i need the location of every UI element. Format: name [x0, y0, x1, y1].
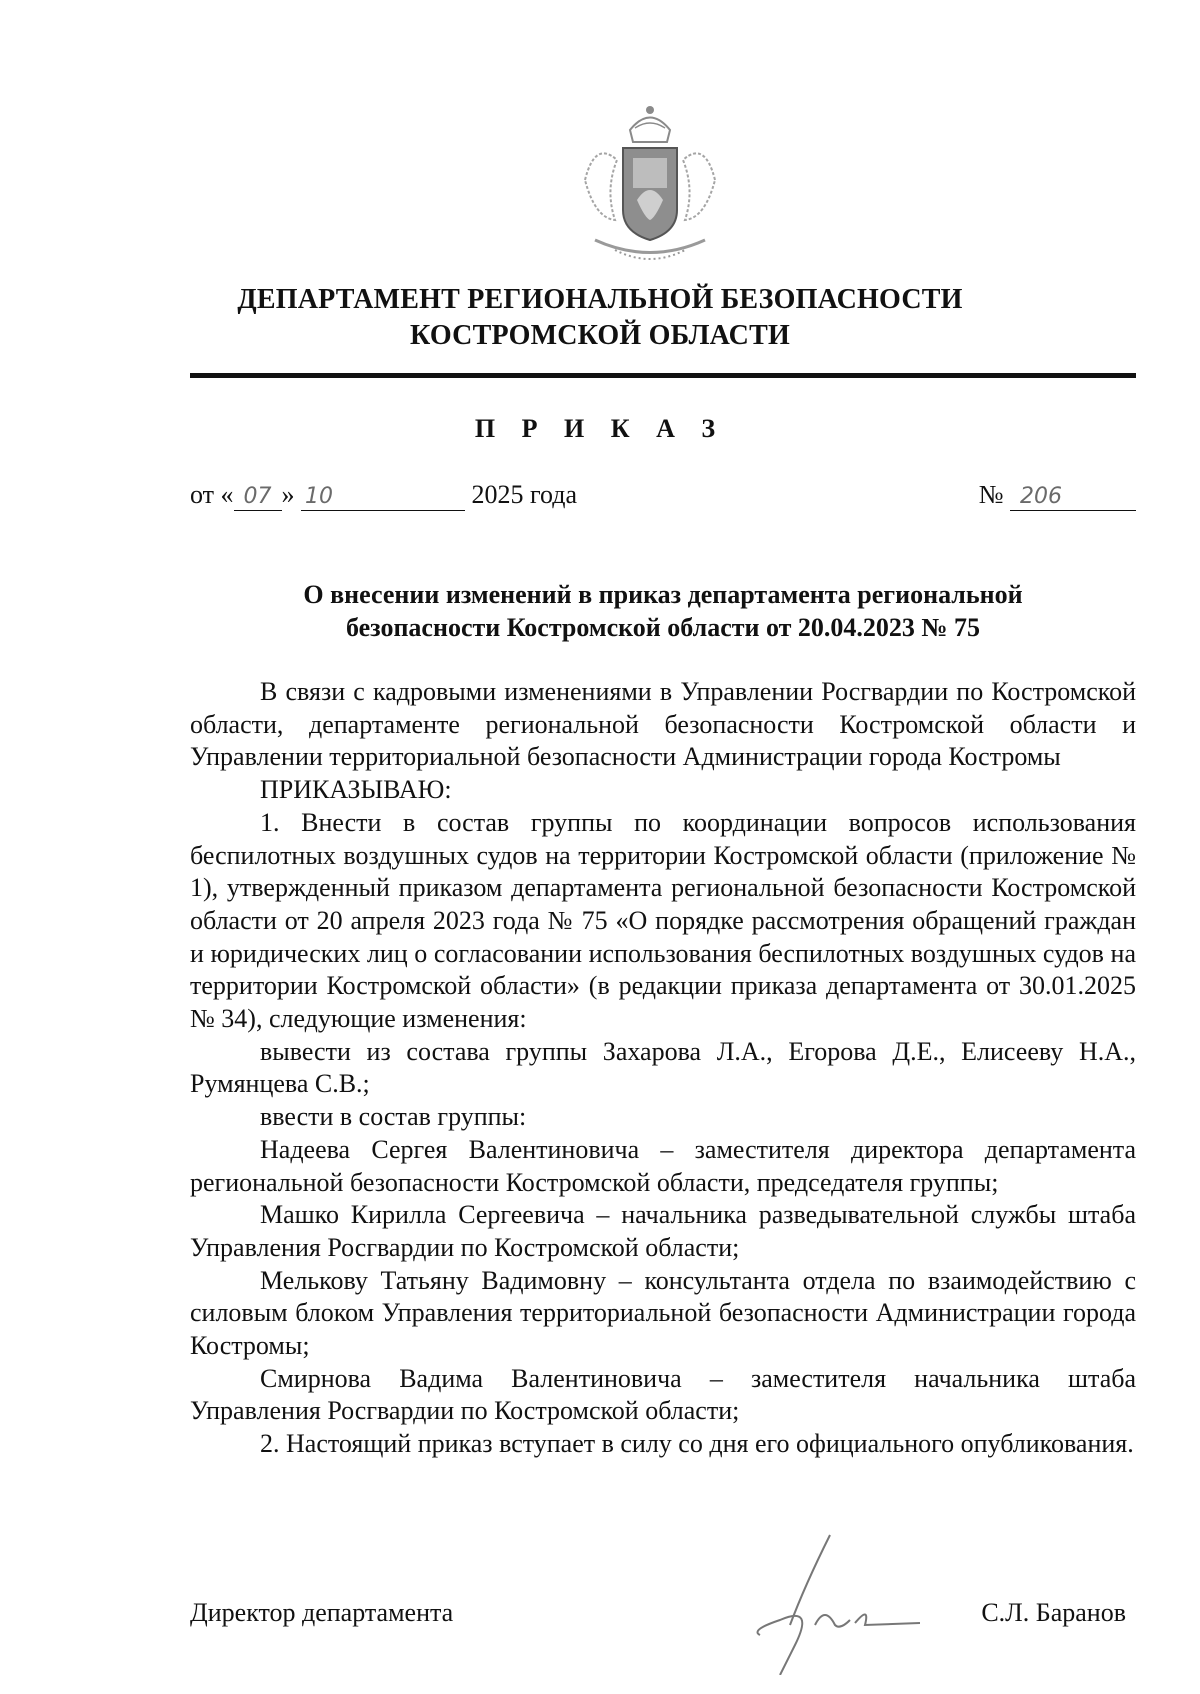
date-mid: » [281, 480, 295, 509]
signature-block [190, 1580, 1136, 1640]
preamble-paragraph: В связи с кадровыми изменениями в Управлении Росгвардии по Костромской области, департаменте региональной безопасности Костромской области и Управлении территориальной безопасности Администрации города Костромы [190, 677, 1136, 772]
order-title: П Р И К А З [474, 414, 726, 443]
add-members-intro: ввести в состав группы: [260, 1102, 527, 1132]
department-name [0, 282, 1200, 354]
number-prefix: № [978, 480, 1004, 509]
signer-name: С.Л. Баранов [981, 1598, 1126, 1627]
header-divider [190, 373, 1136, 378]
member-paragraph: Мелькову Татьяну Вадимовну – консультанта отдела по взаимодействию с силовым блоком Управления территориальной безопасности Администрации города Костромы; [190, 1265, 1136, 1361]
order-date [190, 480, 577, 511]
department-name-line1: ДЕПАРТАМЕНТ РЕГИОНАЛЬНОЙ БЕЗОПАСНОСТИ [237, 284, 963, 315]
date-day-handwritten: 07 [234, 484, 282, 511]
item-1-paragraph: 1. Внести в состав группы по координации вопросов использования беспилотных воздушных судов на территории Костромской области (приложение № 1), утвержденный приказом департамента региональной безопасности Костромской области от 20 апреля 2023 года № 75 «О порядке рассмотрения обращений граждан и юридических лиц о согласовании использования беспилотных воздушных судов на территории Костромской области» (в редакции приказа департамента от 30.01.2025 № 34), следующие изменения: [190, 807, 1136, 1034]
date-prefix: от « [190, 480, 234, 509]
subject-line1: О внесении изменений в приказ департамента региональной [303, 580, 1023, 609]
order-subject [190, 578, 1136, 644]
order-number-handwritten: 206 [1010, 484, 1136, 511]
item-2-paragraph: 2. Настоящий приказ вступает в силу со дня его официального опубликования. [260, 1429, 1134, 1459]
signer-role: Директор департамента [190, 1598, 454, 1627]
order-word: ПРИКАЗЫВАЮ: [260, 775, 452, 805]
member-paragraph: Смирнова Вадима Валентиновича – заместителя начальника штаба Управления Росгвардии по Костромской области; [190, 1363, 1136, 1426]
member-paragraph: Надеева Сергея Валентиновича – заместителя директора департамента региональной безопасности Костромской области, председателя группы; [190, 1134, 1136, 1197]
order-body [190, 676, 1136, 1461]
date-month-handwritten: 10 [301, 484, 465, 511]
coat-of-arms-emblem [555, 100, 745, 270]
remove-members-paragraph: вывести из состава группы Захарова Л.А., Егорова Д.Е., Елисееву Н.А., Румянцева С.В.; [190, 1036, 1136, 1099]
member-paragraph: Машко Кирилла Сергеевича – начальника разведывательной службы штаба Управления Росгвардии по Костромской области; [190, 1200, 1136, 1262]
order-number [979, 480, 1136, 511]
date-year: 2025 года [471, 480, 578, 509]
subject-line2: безопасности Костромской области от 20.04.2023 № 75 [345, 613, 981, 642]
department-name-line2: КОСТРОМСКОЙ ОБЛАСТИ [410, 320, 790, 351]
order-date-line [190, 480, 1136, 520]
